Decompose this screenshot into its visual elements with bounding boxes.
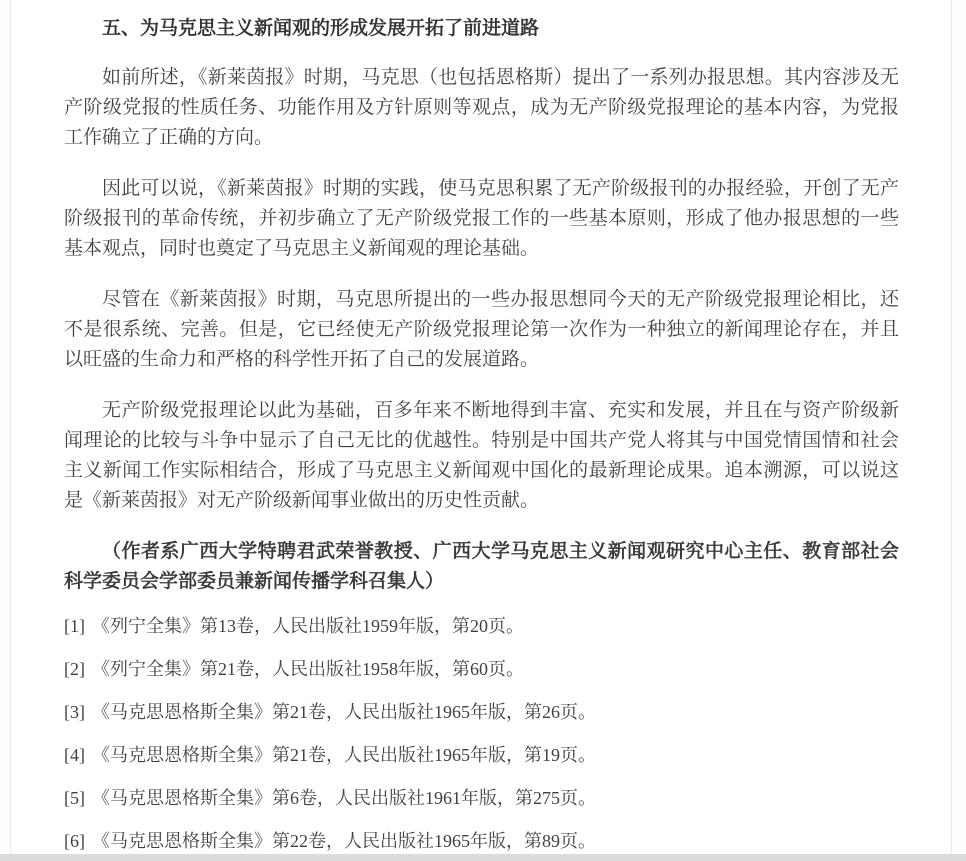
body-paragraph-2: 因此可以说，《新莱茵报》时期的实践，使马克思积累了无产阶级报刊的办报经验，开创了无产阶级报刊的革命传统，并初步确立了无产阶级党报工作的一些基本原则，形成了他办报思想的一些基本观点，同时也奠定了马克思主义新闻观的理论基础。 <box>64 178 899 259</box>
footnote-5 <box>64 783 899 813</box>
footnote-1-text: 《列宁全集》第13卷，人民出版社1959年版，第20页。 <box>92 616 524 636</box>
footnote-4-text: 《马克思恩格斯全集》第21卷，人民出版社1965年版，第19页。 <box>92 745 596 765</box>
footnote-6-marker: [6] <box>64 831 85 851</box>
section-heading: 五、为马克思主义新闻观的形成发展开拓了前进道路 <box>102 18 540 39</box>
footnote-4 <box>64 740 899 770</box>
document-page <box>10 0 952 855</box>
footnote-3-text: 《马克思恩格斯全集》第21卷，人民出版社1965年版，第26页。 <box>92 702 596 722</box>
footnote-6 <box>64 826 899 856</box>
footnote-5-marker: [5] <box>64 788 85 808</box>
footnote-2-text: 《列宁全集》第21卷，人民出版社1958年版，第60页。 <box>92 659 524 679</box>
footnote-3-marker: [3] <box>64 702 85 722</box>
body-paragraph-3: 尽管在《新莱茵报》时期，马克思所提出的一些办报思想同今天的无产阶级党报理论相比，还不是很系统、完善。但是，它已经使无产阶级党报理论第一次作为一种独立的新闻理论存在，并且以旺盛的生命力和严格的科学性开拓了自己的发展道路。 <box>64 289 899 370</box>
author-note: （作者系广西大学特聘君武荣誉教授、广西大学马克思主义新闻观研究中心主任、教育部社会科学委员会学部委员兼新闻传播学科召集人） <box>64 541 899 592</box>
footnote-3 <box>64 697 899 727</box>
footnote-1 <box>64 611 899 641</box>
footnote-2 <box>64 654 899 684</box>
footnotes-section <box>64 611 899 856</box>
footnote-1-marker: [1] <box>64 616 85 636</box>
bottom-scroll-strip <box>0 854 966 861</box>
body-paragraph-4: 无产阶级党报理论以此为基础，百多年来不断地得到丰富、充实和发展，并且在与资产阶级新闻理论的比较与斗争中显示了自己无比的优越性。特别是中国共产党人将其与中国党情国情和社会主义新闻工作实际相结合，形成了马克思主义新闻观中国化的最新理论成果。追本溯源，可以说这是《新莱茵报》对无产阶级新闻事业做出的历史性贡献。 <box>64 400 899 511</box>
footnote-2-marker: [2] <box>64 659 85 679</box>
footnote-6-text: 《马克思恩格斯全集》第22卷，人民出版社1965年版，第89页。 <box>92 831 596 851</box>
footnote-4-marker: [4] <box>64 745 85 765</box>
footnote-5-text: 《马克思恩格斯全集》第6卷，人民出版社1961年版，第275页。 <box>92 788 596 808</box>
body-paragraph-1: 如前所述，《新莱茵报》时期，马克思（也包括恩格斯）提出了一系列办报思想。其内容涉及无产阶级党报的性质任务、功能作用及方针原则等观点，成为无产阶级党报理论的基本内容，为党报工作确立了正确的方向。 <box>64 67 899 148</box>
